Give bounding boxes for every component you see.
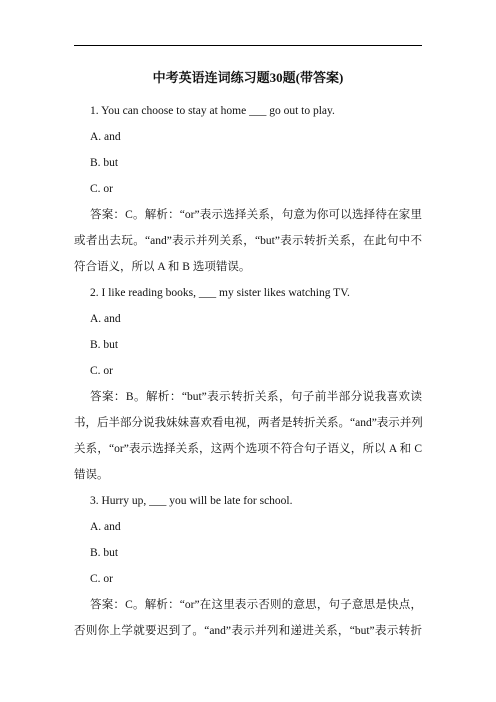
body-line: 答案：C。解析：“or”表示选择关系，句意为你可以选择待在家里 <box>90 209 422 221</box>
body-line: 书，后半部分说我妹妹喜欢看电视，两者是转折关系。“and”表示并列 <box>74 417 423 429</box>
body-line: A. and <box>90 313 121 325</box>
body-line: 答案：C。解析：“or”在这里表示否则的意思，句子意思是快点， <box>90 599 422 611</box>
body-line: 或者出去玩。“and”表示并列关系，“but”表示转折关系，在此句中不 <box>74 235 422 247</box>
body-line: B. but <box>90 547 119 559</box>
body-line: A. and <box>90 131 121 143</box>
body-line: 错误。 <box>74 469 109 481</box>
body-line: B. but <box>90 339 119 351</box>
header-rule <box>74 45 422 46</box>
body-line: A. and <box>90 521 121 533</box>
body-line: 否则你上学就要迟到了。“and”表示并列和递进关系，“but”表示转折 <box>74 625 422 637</box>
body-line: C. or <box>90 365 113 377</box>
body-line: C. or <box>90 183 113 195</box>
body-line: 3. Hurry up, ___ you will be late for school. <box>90 495 293 507</box>
body-line: C. or <box>90 573 113 585</box>
body-line: 关系，“or”表示选择关系，这两个选项不符合句子语义，所以 A 和 C <box>74 443 422 455</box>
body-line: 符合语义，所以 A 和 B 选项错误。 <box>74 261 251 273</box>
body-line: 答案：B。解析：“but”表示转折关系，句子前半部分说我喜欢读 <box>90 391 422 403</box>
body-line: 2. I like reading books, ___ my sister likes watching TV. <box>90 287 350 299</box>
body-line: B. but <box>90 157 119 169</box>
document-title: 中考英语连词练习题30题(带答案) <box>152 70 344 85</box>
body-line: 1. You can choose to stay at home ___ go out to play. <box>90 105 335 117</box>
